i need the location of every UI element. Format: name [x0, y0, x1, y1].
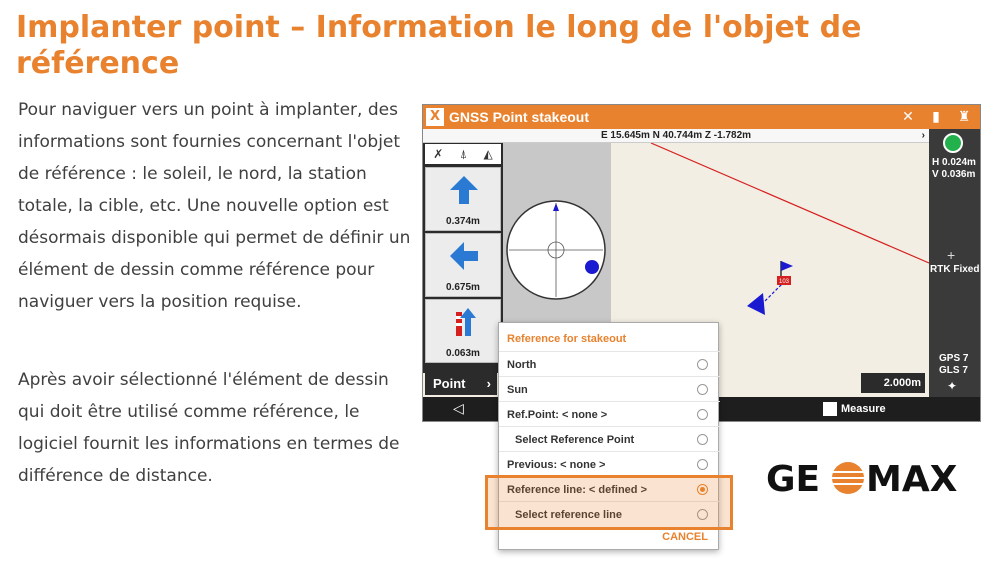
nav-distance-height: 0.063m — [446, 348, 480, 359]
geomax-x-icon[interactable]: ✕ — [902, 109, 914, 125]
slide-paragraph-2: Après avoir sélectionné l'élément de dessin qui doit être utilisé comme référence, le logiciel fournit les informations en termes de différence de distance. — [18, 370, 400, 486]
option-previous[interactable] — [499, 451, 720, 476]
option-north[interactable] — [499, 351, 720, 376]
satellite-icon[interactable]: ✦ — [947, 379, 958, 393]
gps-count: GPS 7 — [939, 353, 969, 364]
measure-label: Measure — [841, 402, 886, 415]
nav-cell-forward — [425, 167, 501, 231]
position-marker-icon — [747, 293, 765, 315]
option-label: Previous: < none > — [507, 459, 606, 471]
radio-icon[interactable] — [697, 434, 708, 445]
radio-icon[interactable] — [697, 384, 708, 395]
v-precision: V 0.036m — [932, 169, 976, 180]
geomax-logo — [766, 458, 966, 498]
up-arrow-icon — [448, 174, 480, 206]
point-button-label: Point — [433, 376, 466, 391]
reference-line — [651, 143, 929, 263]
battery-icon[interactable]: ▮ — [932, 109, 940, 125]
option-label: Reference line: < defined > — [507, 484, 647, 496]
point-label: 103 — [778, 279, 790, 285]
cancel-button[interactable]: CANCEL — [662, 531, 708, 543]
precision-readout — [932, 157, 976, 181]
option-sun[interactable] — [499, 376, 720, 401]
svg-text:MAX: MAX — [866, 459, 958, 498]
nav-distance-forward: 0.374m — [446, 216, 480, 227]
radio-icon[interactable] — [697, 459, 708, 470]
crosshair-icon: + — [947, 247, 956, 263]
nav-cell-lateral — [425, 233, 501, 297]
reference-north-icon[interactable]: ⍋ — [459, 146, 468, 161]
radio-icon[interactable] — [697, 359, 708, 370]
popup-title: Reference for stakeout — [507, 333, 627, 345]
slide-title: Implanter point – Information le long de l'objet de référence — [16, 10, 862, 81]
coordinate-bar — [423, 129, 929, 143]
reference-type-icon[interactable]: ◭ — [483, 147, 493, 161]
option-label: Ref.Point: < none > — [507, 409, 608, 421]
radio-icon[interactable] — [697, 409, 708, 420]
gls-count: GLS 7 — [939, 365, 968, 376]
app-title-bar — [423, 105, 981, 129]
back-icon[interactable]: ◁ — [453, 401, 464, 417]
navigation-panel — [423, 143, 503, 373]
measure-icon — [823, 402, 837, 416]
nav-distance-lateral: 0.675m — [446, 282, 480, 293]
nav-cell-height — [425, 299, 501, 363]
antenna-icon[interactable]: ♜ — [957, 109, 971, 125]
nav-toolbar — [425, 144, 501, 164]
option-label: North — [507, 359, 537, 371]
chevron-right-icon[interactable]: › — [921, 130, 925, 141]
option-select-ref-point[interactable] — [499, 426, 720, 451]
slide-paragraph-1: Pour naviguer vers un point à implanter, des informations sont fournies concernant l'objet de référence : le soleil, le nord, la station totale, la cible, etc. Une nouvelle option est désormais disponible qui permet de définir un élément de dessin comme référence pour naviguer vers la position requise. — [18, 100, 411, 312]
svg-text:GE: GE — [766, 459, 821, 498]
scale-value: 2.000m — [883, 377, 921, 389]
left-arrow-icon — [448, 240, 480, 272]
target-dot-icon — [585, 260, 599, 274]
highlight-box — [485, 475, 733, 530]
map-scale[interactable] — [861, 373, 925, 393]
app-logo-icon: X — [426, 108, 444, 126]
app-title: GNSS Point stakeout — [449, 109, 590, 125]
point-button[interactable] — [425, 373, 497, 395]
option-label: Select reference line — [515, 509, 623, 521]
gnss-status-dot-icon[interactable] — [943, 133, 963, 153]
option-label: Sun — [507, 384, 528, 396]
height-arrow-icon — [448, 306, 480, 338]
mute-icon[interactable]: ✗ — [433, 147, 444, 161]
compass-dial — [505, 199, 607, 301]
measure-button[interactable] — [823, 402, 886, 416]
h-precision: H 0.024m — [932, 157, 976, 168]
satellite-counts — [939, 353, 968, 377]
option-ref-point[interactable] — [499, 401, 720, 426]
coordinate-readout: E 15.645m N 40.744m Z -1.782m — [600, 130, 752, 141]
status-panel — [929, 129, 981, 397]
rtk-status: RTK Fixed — [930, 264, 980, 275]
option-label: Select Reference Point — [515, 434, 635, 446]
chevron-right-icon: › — [486, 376, 491, 391]
stakeout-flag-icon — [781, 261, 793, 271]
